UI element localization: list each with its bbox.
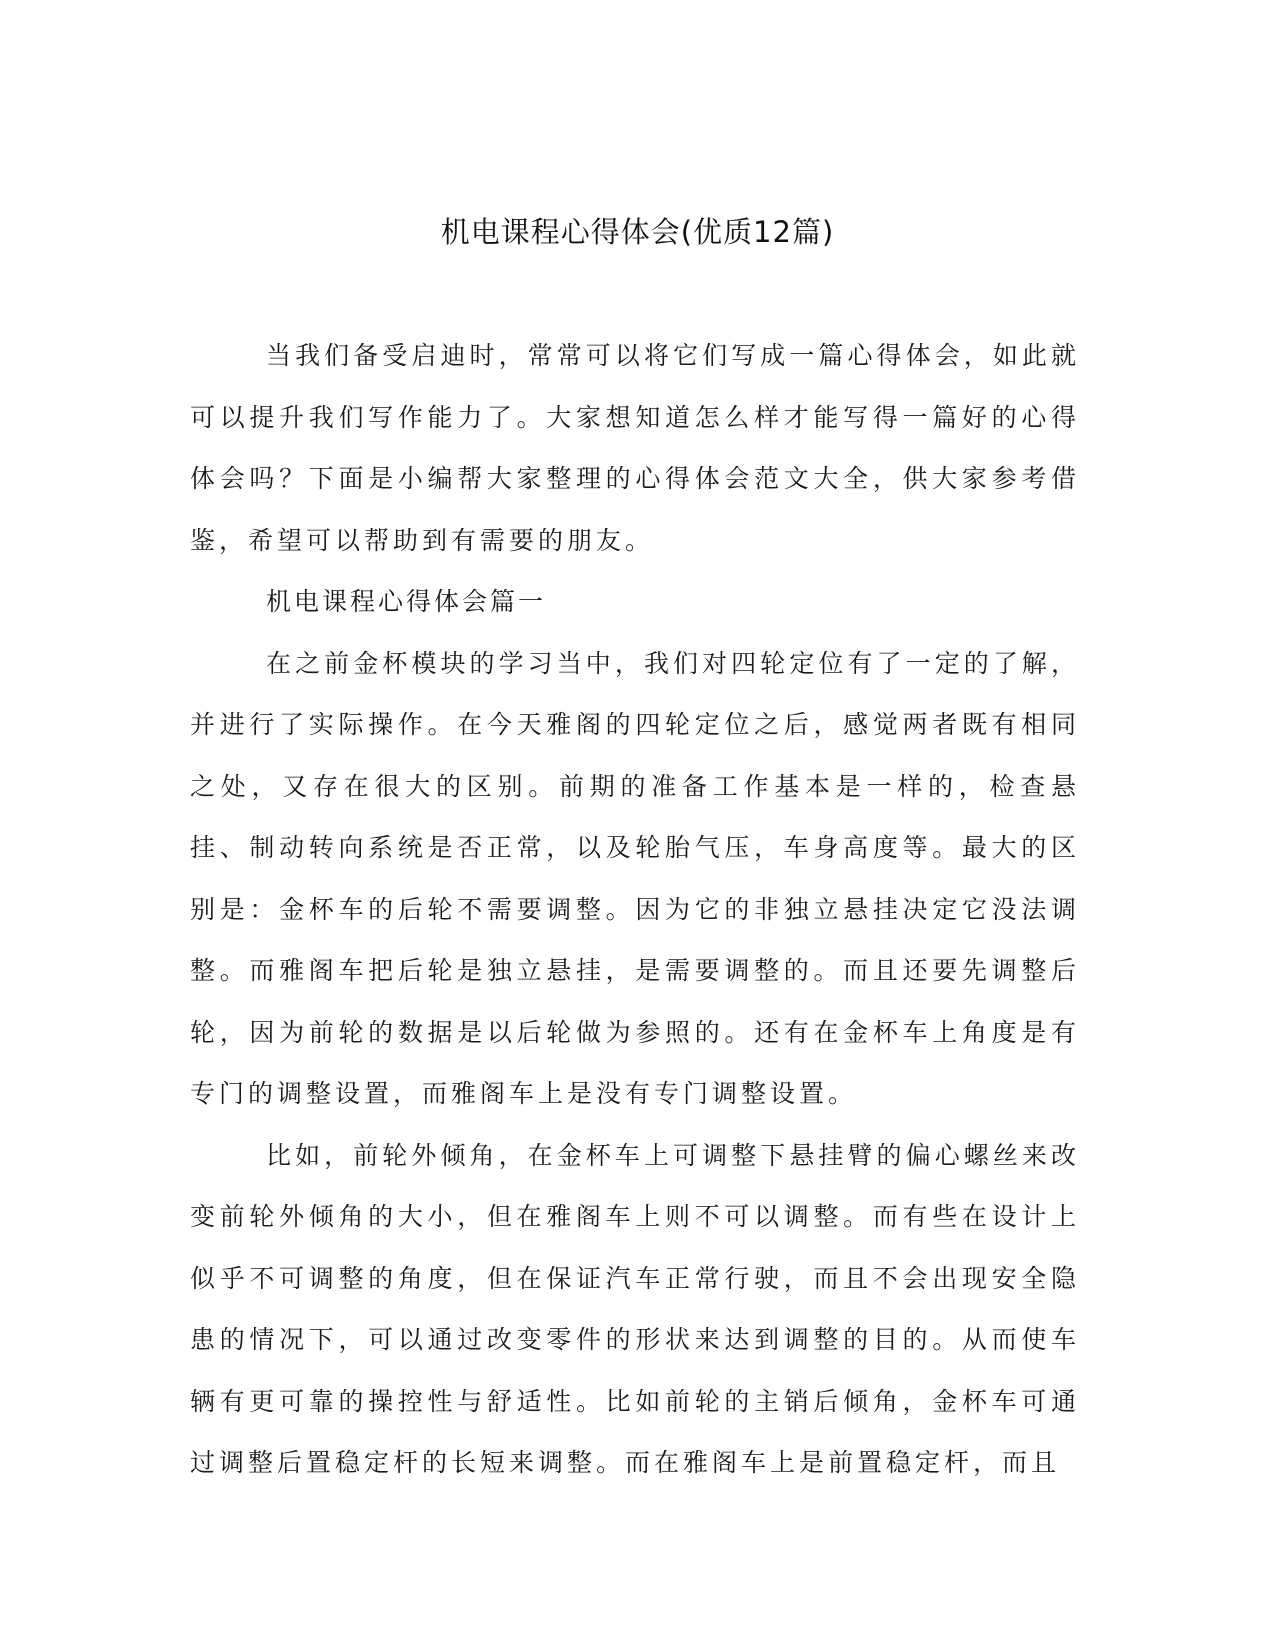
intro-paragraph: 当我们备受启迪时，常常可以将它们写成一篇心得体会，如此就可以提升我们写作能力了。大家想知道怎么样才能写得一篇好的心得体会吗？下面是小编帮大家整理的心得体会范文大全，供大家参考借鉴，希望可以帮助到有需要的朋友。 [190, 341, 1080, 555]
body-paragraph: 在之前金杯模块的学习当中，我们对四轮定位有了一定的了解，并进行了实际操作。在今天雅阁的四轮定位之后，感觉两者既有相同之处，又存在很大的区别。前期的准备工作基本是一样的，检查悬挂、制动转向系统是否正常，以及轮胎气压，车身高度等。最大的区别是：金杯车的后轮不需要调整。因为它的非独立悬挂决定它没法调整。而雅阁车把后轮是独立悬挂，是需要调整的。而且还要先调整后轮，因为前轮的数据是以后轮做为参照的。还有在金杯车上角度是有专门的调整设置，而雅阁车上是没有专门调整设置。 [190, 648, 1080, 1108]
document-title: 机电课程心得体会(优质12篇) [440, 215, 835, 249]
body-paragraph: 比如，前轮外倾角，在金杯车上可调整下悬挂臂的偏心螺丝来改变前轮外倾角的大小，但在雅阁车上则不可以调整。而有些在设计上似乎不可调整的角度，但在保证汽车正常行驶，而且不会出现安全隐患的情况下，可以通过改变零件的形状来达到调整的目的。从而使车辆有更可靠的操控性与舒适性。比如前轮的主销后倾角，金杯车可通过调整后置稳定杆的长短来调整。而在雅阁车上是前置稳定杆，而且 [190, 1140, 1080, 1477]
document-body [190, 325, 1080, 1494]
section-heading: 机电课程心得体会篇一 [266, 587, 547, 616]
